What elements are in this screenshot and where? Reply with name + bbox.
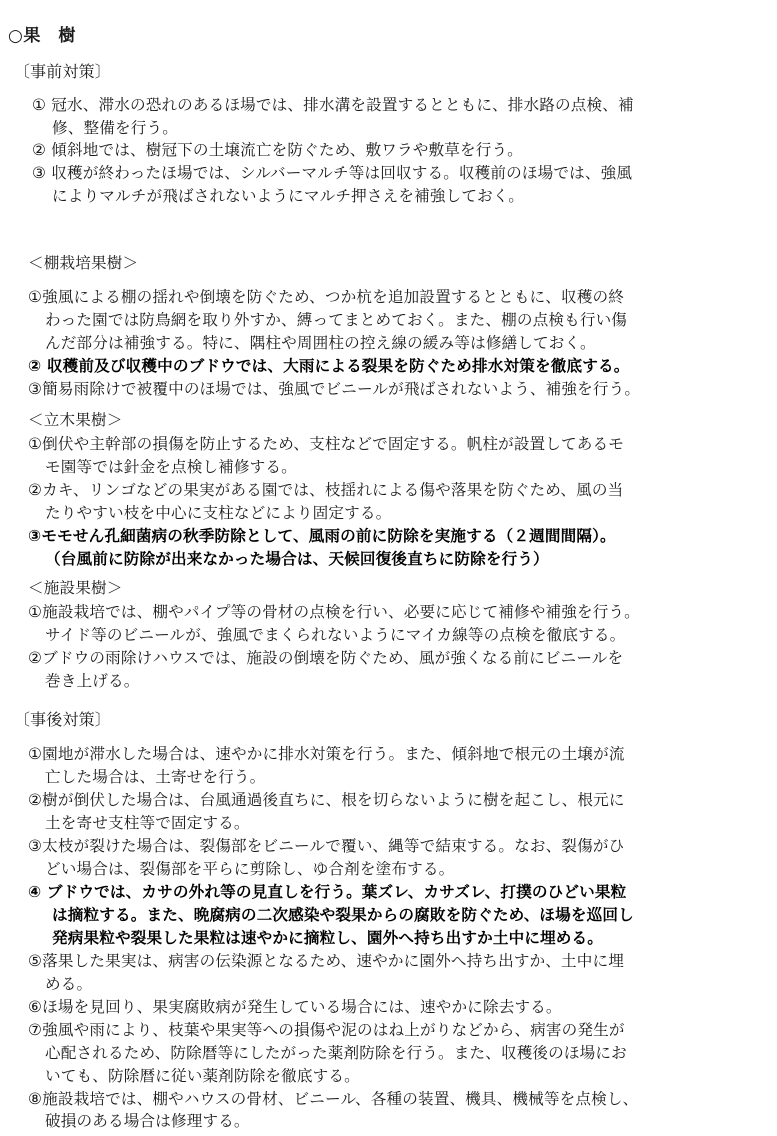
tana-item-1-line-2: わった園では防鳥網を取り外すか、縛ってまとめておく。また、棚の点検も行い傷 (45, 311, 628, 329)
post-item-5-line-1: ⑤落果した果実は、病害の伝染源となるため、速やかに園外へ持ち出すか、土中に埋 (28, 952, 625, 970)
pre-item-2-line-1: ② 傾斜地では、樹冠下の土壌流亡を防ぐため、敷ワラや敷草を行う。 (32, 141, 523, 159)
tana-item-1-line-1: ①強風による棚の揺れや倒壊を防ぐため、つか杭を追加設置するとともに、収穫の終 (28, 288, 625, 306)
post-item-2-line-2: 土を寄せ支柱等で固定する。 (45, 814, 250, 832)
post-item-8-line-2: 破損のある場合は修理する。 (45, 1112, 250, 1130)
shisetsu-item-2-line-1: ②ブドウの雨除けハウスでは、施設の倒壊を防ぐため、風が強くなる前にビニールを (28, 649, 624, 667)
tana-heading: ＜棚栽培果樹＞ (28, 254, 139, 272)
post-item-2-line-1: ②樹が倒伏した場合は、台風通過後直ちに、根を切らないように樹を起こし、根元に (28, 791, 625, 809)
pre-item-1-line-1: ① 冠水、滞水の恐れのあるほ場では、排水溝を設置するとともに、排水路の点検、補 (32, 96, 634, 114)
pre-item-3-line-1: ③ 収穫が終わったほ場では、シルバーマルチ等は回収する。収穫前のほ場では、強風 (32, 164, 633, 182)
ritsu-item-2-line-2: たりやすい枝を中心に支柱などにより固定する。 (45, 504, 392, 522)
post-item-1-line-1: ①園地が滞水した場合は、速やかに排水対策を行う。また、傾斜地で根元の土壌が流 (28, 745, 625, 763)
pre-item-1-line-2: 修、整備を行う。 (52, 119, 178, 137)
ritsu-item-2-line-1: ②カキ、リンゴなどの果実がある園では、枝揺れによる傷や落果を防ぐため、風の当 (28, 481, 624, 499)
pre-item-3-line-2: によりマルチが飛ばされないようにマルチ押さえを補強しておく。 (52, 187, 525, 205)
page-title: ○果 樹 (8, 26, 76, 46)
post-item-4-line-1: ④ ブドウでは、カサの外れ等の見直しを行う。葉ズレ、カサズレ、打撲のひどい果粒 (28, 883, 627, 901)
ritsu-item-3-line-2: （台風前に防除が出来なかった場合は、天候回復後直ちに防除を行う） (45, 550, 549, 568)
post-item-7-line-1: ⑦強風や雨により、枝葉や果実等への損傷や泥のはね上がりなどから、病害の発生が (28, 1021, 625, 1039)
shisetsu-heading: ＜施設果樹＞ (28, 579, 123, 597)
post-measures-heading: 〔事後対策〕 (14, 710, 111, 729)
shisetsu-item-1-line-2: サイド等のビニールが、強風でまくられないようにマイカ線等の点検を徹底する。 (45, 626, 626, 644)
ritsu-item-1-line-2: モ園等では針金を点検し補修する。 (45, 458, 297, 476)
ritsu-item-3-line-1: ③モモせん孔細菌病の秋季防除として、風雨の前に防除を実施する（２週間間隔）。 (28, 527, 616, 545)
post-item-8-line-1: ⑧施設栽培では、棚やハウスの骨材、ビニール、各種の装置、機具、機械等を点検し、 (28, 1090, 639, 1108)
post-item-6-line-1: ⑥ほ場を見回り、果実腐敗病が発生している場合には、速やかに除去する。 (28, 998, 562, 1016)
ritsu-heading: ＜立木果樹＞ (28, 411, 123, 429)
post-item-5-line-2: める。 (45, 975, 93, 993)
shisetsu-item-1-line-1: ①施設栽培では、棚やパイプ等の骨材の点検を行い、必要に応じて補修や補強を行う。 (28, 603, 640, 621)
tana-item-1-line-3: んだ部分は補強する。特に、隅柱や周囲柱の控え線の緩み等は修繕しておく。 (45, 334, 596, 352)
post-item-3-line-1: ③太枝が裂けた場合は、裂傷部をビニールで覆い、縄等で結束する。なお、裂傷がひ (28, 837, 625, 855)
ritsu-item-1-line-1: ①倒伏や主幹部の損傷を防止するため、支柱などで固定する。帆柱が設置してあるモ (28, 435, 625, 453)
post-item-7-line-3: いても、防除暦に従い薬剤防除を徹底する。 (45, 1067, 360, 1085)
post-item-4-line-3: 発病果粒や裂果した果粒は速やかに摘粒し、園外へ持ち出すか土中に埋める。 (52, 929, 604, 947)
post-item-7-line-2: 心配されるため、防除暦等にしたがった薬剤防除を行う。また、収穫後のほ場にお (45, 1044, 627, 1062)
shisetsu-item-2-line-2: 巻き上げる。 (45, 672, 140, 690)
tana-item-2-line-1: ② 収穫前及び収穫中のブドウでは、大雨による裂果を防ぐため排水対策を徹底する。 (28, 357, 630, 375)
pre-measures-heading: 〔事前対策〕 (14, 62, 111, 81)
post-item-1-line-2: 亡した場合は、土寄せを行う。 (45, 768, 266, 786)
post-item-4-line-2: は摘粒する。また、晩腐病の二次感染や裂果からの腐敗を防ぐため、ほ場を巡回し (52, 906, 634, 924)
tana-item-3-line-1: ③簡易雨除けで被覆中のほ場では、強風でビニールが飛ばされないよう、補強を行う。 (28, 380, 641, 398)
post-item-3-line-2: どい場合は、裂傷部を平らに剪除し、ゆ合剤を塗布する。 (45, 860, 455, 878)
